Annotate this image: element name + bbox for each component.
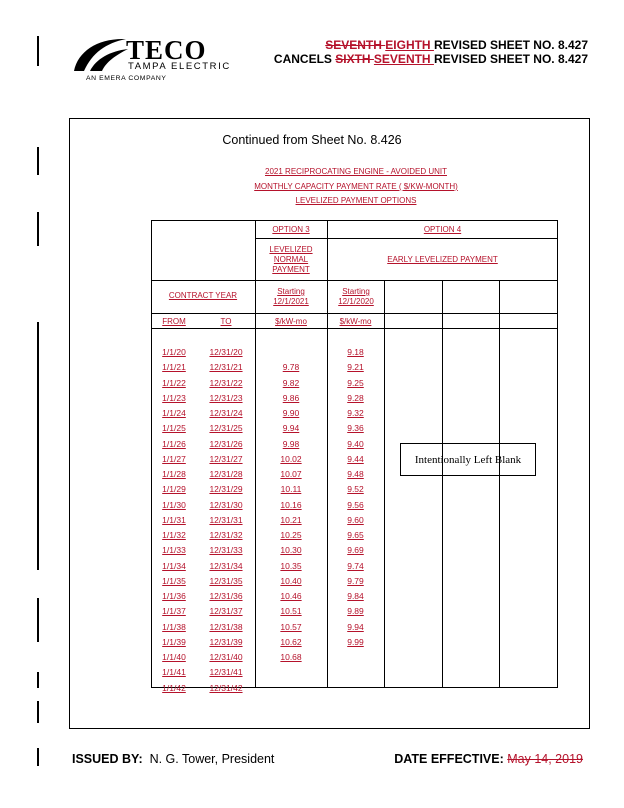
early-levelized-header: EARLY LEVELIZED PAYMENT	[387, 255, 498, 264]
to-cell: 12/31/26	[209, 438, 243, 449]
option3-cell: 10.46	[280, 591, 302, 601]
from-cell: 1/1/39	[162, 636, 186, 647]
to-cell: 12/31/38	[209, 621, 243, 632]
option4-cell: 9.84	[347, 591, 364, 601]
to-header: TO	[220, 317, 232, 326]
option4-cell: 9.99	[347, 636, 364, 647]
revision-text: REVISED SHEET NO. 8.427	[433, 38, 588, 52]
to-cell: 12/31/42	[209, 682, 243, 693]
option3-cell: 10.16	[280, 499, 302, 510]
inserted-text: SEVENTH	[373, 52, 434, 66]
continued-note: Continued from Sheet No. 8.426	[222, 133, 402, 147]
option4-cell: 9.40	[347, 438, 364, 449]
from-cell: 1/1/35	[162, 575, 186, 586]
from-cell: 1/1/37	[162, 606, 186, 617]
option3-cell: 9.90	[282, 408, 300, 418]
option3-cell: 10.40	[280, 575, 302, 586]
cancels-label: CANCELS	[273, 52, 336, 66]
issued-by	[72, 752, 274, 766]
option3-cell: 9.78	[282, 362, 300, 373]
option3-cell: 9.98	[282, 438, 300, 449]
option3-cell: 10.35	[280, 560, 302, 571]
to-cell: 12/31/39	[209, 636, 243, 647]
option3-cell: 10.25	[280, 530, 302, 540]
from-cell: 1/1/30	[162, 499, 186, 510]
option4-header: OPTION 4	[423, 225, 462, 234]
logo-wordmark: TECO	[126, 35, 207, 65]
from-cell: 1/1/38	[162, 621, 186, 632]
from-cell: 1/1/25	[162, 423, 186, 434]
option3-cell: 10.62	[280, 636, 302, 647]
to-cell: 12/31/33	[209, 545, 243, 556]
from-cell: 1/1/27	[162, 453, 186, 464]
inserted-text: EIGHTH	[385, 38, 434, 52]
starting4-header: Starting 12/1/2020	[338, 287, 374, 306]
from-cell: 1/1/29	[162, 484, 186, 495]
unit4-header: $/kW-mo	[339, 317, 372, 326]
option4-cell: 9.28	[347, 392, 364, 403]
option4-cell: 9.94	[347, 621, 364, 632]
from-cell: 1/1/22	[162, 377, 186, 388]
option4-cell: 9.74	[347, 560, 364, 571]
option4-cell: 9.79	[347, 575, 364, 586]
option3-cell: 10.57	[280, 621, 302, 632]
option3-cell: 10.21	[280, 514, 302, 525]
option3-header: OPTION 3	[272, 225, 310, 234]
issued-name: N. G. Tower, President	[149, 752, 275, 766]
intentionally-blank-box: Intentionally Left Blank	[400, 443, 536, 476]
option4-cell: 9.89	[347, 606, 364, 617]
to-cell: 12/31/29	[209, 484, 243, 495]
to-cell: 12/31/37	[209, 606, 243, 617]
to-cell: 12/31/32	[209, 530, 243, 540]
logo-tagline: AN EMERA COMPANY	[86, 75, 167, 82]
option3-cell: 9.94	[282, 423, 300, 434]
struck-text: SIXTH	[335, 52, 374, 66]
revision-text: REVISED SHEET NO. 8.427	[433, 52, 588, 66]
struck-text: SEVENTH	[325, 38, 386, 52]
option3-cell: 10.02	[280, 453, 302, 464]
from-cell: 1/1/31	[162, 514, 186, 525]
to-cell: 12/31/34	[209, 560, 243, 571]
date-struck: May 14, 2019	[507, 752, 583, 766]
option3-cell: 10.11	[280, 484, 302, 495]
option3-cell: 9.82	[282, 377, 300, 388]
from-cell: 1/1/26	[162, 438, 186, 449]
to-cell: 12/31/28	[209, 469, 243, 479]
logo-subtitle: TAMPA ELECTRIC	[128, 61, 231, 72]
option4-cell: 9.60	[347, 514, 364, 525]
to-cell: 12/31/23	[209, 392, 243, 403]
unit3-header: $/kW-mo	[275, 317, 307, 326]
from-cell: 1/1/24	[162, 408, 186, 418]
option3-cell: 9.86	[282, 392, 300, 403]
to-cell: 12/31/27	[209, 453, 243, 464]
option4-cell: 9.44	[347, 453, 364, 464]
from-cell: 1/1/32	[162, 530, 186, 540]
option3-cell: 10.30	[280, 545, 302, 556]
to-cell: 12/31/24	[209, 408, 243, 418]
to-cell: 12/31/40	[209, 652, 243, 662]
option4-cell: 9.65	[347, 530, 364, 540]
from-cell: 1/1/41	[162, 667, 186, 678]
option4-cell: 9.25	[347, 377, 364, 388]
to-cell: 12/31/35	[209, 575, 243, 586]
option4-cell: 9.18	[347, 347, 364, 357]
to-cell: 12/31/30	[209, 499, 243, 510]
option3-cell: 10.07	[280, 469, 302, 479]
from-cell: 1/1/34	[162, 560, 186, 571]
issued-label: ISSUED BY:	[72, 752, 143, 766]
from-cell: 1/1/20	[162, 347, 186, 357]
from-cell: 1/1/42	[162, 682, 186, 693]
from-cell: 1/1/33	[162, 545, 186, 556]
option4-cell: 9.56	[347, 499, 364, 510]
option3-cell: 10.51	[280, 606, 302, 617]
subtitle-2: MONTHLY CAPACITY PAYMENT RATE ( $/KW-MONTH)	[254, 182, 458, 191]
levelized-normal-header: LEVELIZED NORMAL PAYMENT	[269, 245, 313, 274]
option4-cell: 9.69	[347, 545, 364, 556]
date-label: DATE EFFECTIVE:	[394, 752, 504, 766]
option4-cell: 9.21	[347, 362, 364, 373]
subtitle-3: LEVELIZED PAYMENT OPTIONS	[295, 196, 417, 205]
option3-cell: 10.68	[280, 652, 302, 662]
option4-cell: 9.48	[347, 469, 364, 479]
to-cell: 12/31/41	[209, 667, 243, 678]
from-cell: 1/1/36	[162, 591, 186, 601]
date-effective	[394, 752, 583, 766]
option4-cell: 9.36	[347, 423, 364, 434]
from-cell: 1/1/21	[162, 362, 186, 373]
from-cell: 1/1/40	[162, 652, 186, 662]
starting3-header: Starting 12/1/2021	[273, 287, 309, 306]
contract-year-header: CONTRACT YEAR	[168, 291, 238, 300]
to-cell: 12/31/20	[209, 347, 243, 357]
from-cell: 1/1/28	[162, 469, 186, 479]
to-cell: 12/31/25	[209, 423, 243, 434]
to-cell: 12/31/31	[209, 514, 243, 525]
to-cell: 12/31/21	[209, 362, 243, 373]
option4-cell: 9.52	[347, 484, 364, 495]
to-cell: 12/31/36	[209, 591, 243, 601]
from-header: FROM	[162, 317, 186, 326]
subtitle-1: 2021 RECIPROCATING ENGINE - AVOIDED UNIT	[265, 167, 447, 176]
to-cell: 12/31/22	[209, 377, 243, 388]
option4-cell: 9.32	[347, 408, 364, 418]
from-cell: 1/1/23	[162, 392, 186, 403]
